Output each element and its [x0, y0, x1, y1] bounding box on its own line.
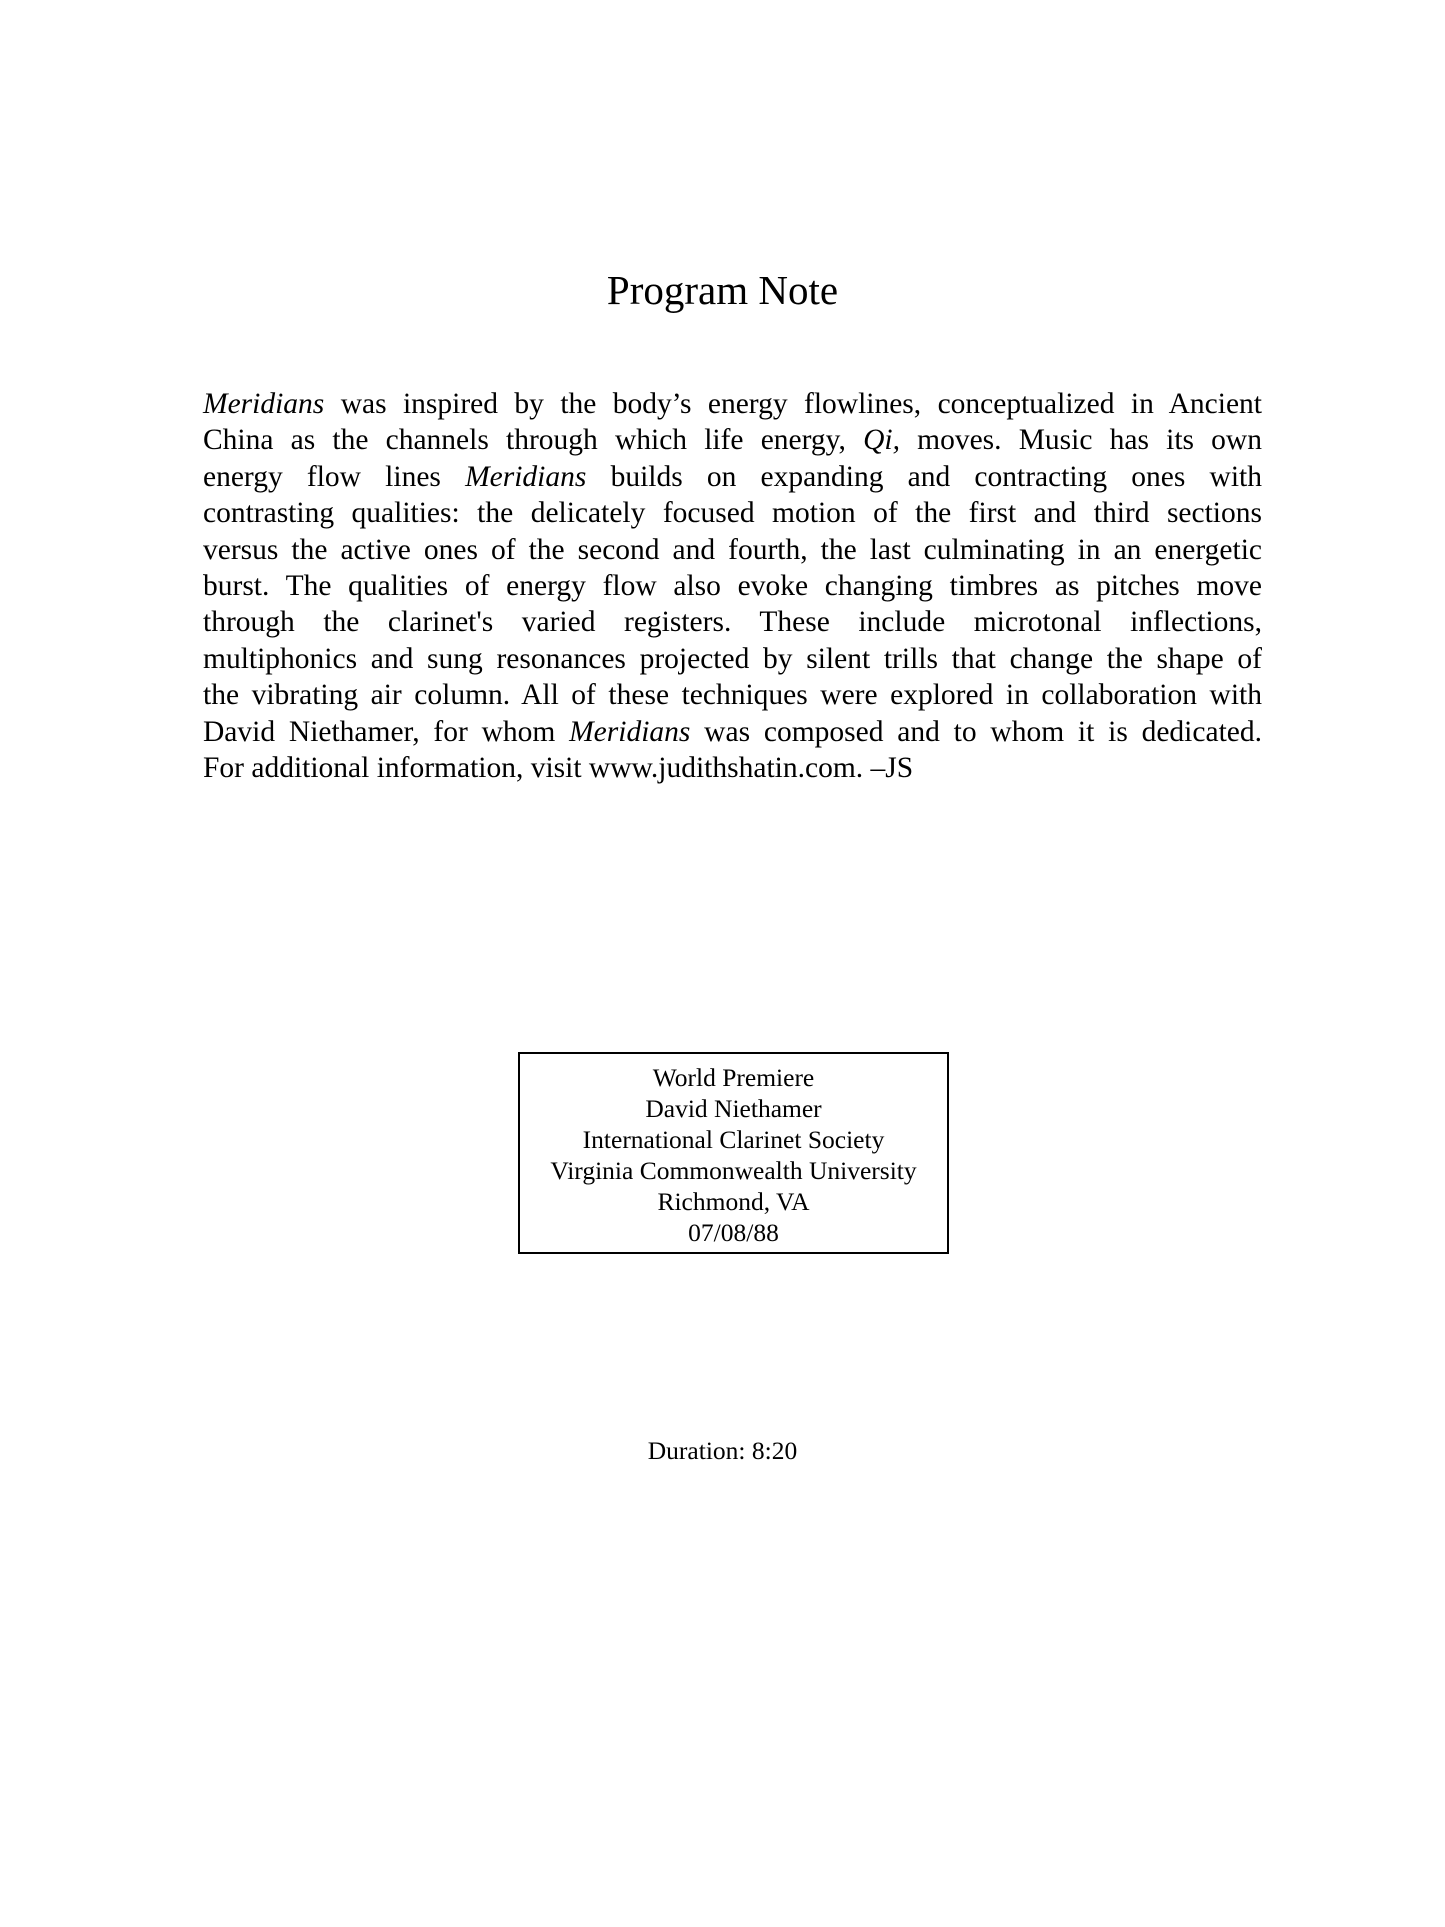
- note-text: moves. Music has its own: [899, 424, 1262, 457]
- note-italic-text: Qi,: [863, 424, 900, 457]
- note-line: [203, 641, 1262, 677]
- note-text: burst. The qualities of energy flow also evoke changing timbres as pitches move: [203, 570, 1262, 603]
- note-line: [203, 532, 1262, 568]
- note-italic-text: Meridians: [203, 388, 325, 420]
- premiere-location: Richmond, VA: [657, 1187, 810, 1216]
- note-italic-text: Meridians: [465, 460, 587, 493]
- note-text: builds on expanding and contracting ones with: [586, 460, 1262, 493]
- premiere-date: 07/08/88: [688, 1218, 779, 1247]
- note-line: [203, 386, 1262, 422]
- page-title: Program Note: [606, 267, 839, 313]
- premiere-venue: Virginia Commonwealth University: [550, 1156, 917, 1185]
- note-text: For additional information, visit www.judithshatin.com. –JS: [203, 752, 914, 785]
- note-text: versus the active ones of the second and fourth, the last culminating in an energetic: [203, 533, 1262, 566]
- note-line: [203, 750, 1262, 786]
- note-line: [203, 604, 1262, 640]
- note-text: China as the channels through which life energy,: [203, 424, 864, 457]
- note-line: [203, 568, 1262, 604]
- note-text: was composed and to whom it is dedicated.: [690, 715, 1262, 748]
- note-line: [203, 714, 1262, 750]
- note-text: the vibrating air column. All of these techniques were explored in collaboration with: [203, 679, 1262, 712]
- note-text: contrasting qualities: the delicately focused motion of the first and third sections: [203, 497, 1262, 530]
- note-text: multiphonics and sung resonances projected by silent trills that change the shape of: [203, 642, 1262, 675]
- duration-text: Duration: 8:20: [647, 1436, 798, 1465]
- note-line: [203, 459, 1262, 495]
- premiere-heading: World Premiere: [652, 1063, 815, 1092]
- note-line: [203, 677, 1262, 713]
- premiere-event: International Clarinet Society: [582, 1125, 885, 1154]
- note-line: [203, 495, 1262, 531]
- note-text: energy flow lines: [203, 460, 466, 493]
- note-text: was inspired by the body’s energy flowlines, conceptualized in Ancient: [324, 388, 1262, 420]
- note-text: through the clarinet's varied registers. These include microtonal inflections,: [203, 606, 1262, 639]
- note-text: David Niethamer, for whom: [203, 715, 570, 748]
- program-note-paragraph: [203, 386, 1262, 786]
- note-line: [203, 422, 1262, 458]
- note-italic-text: Meridians: [569, 715, 691, 748]
- premiere-performer: David Niethamer: [645, 1094, 822, 1123]
- world-premiere-box: [518, 1052, 949, 1254]
